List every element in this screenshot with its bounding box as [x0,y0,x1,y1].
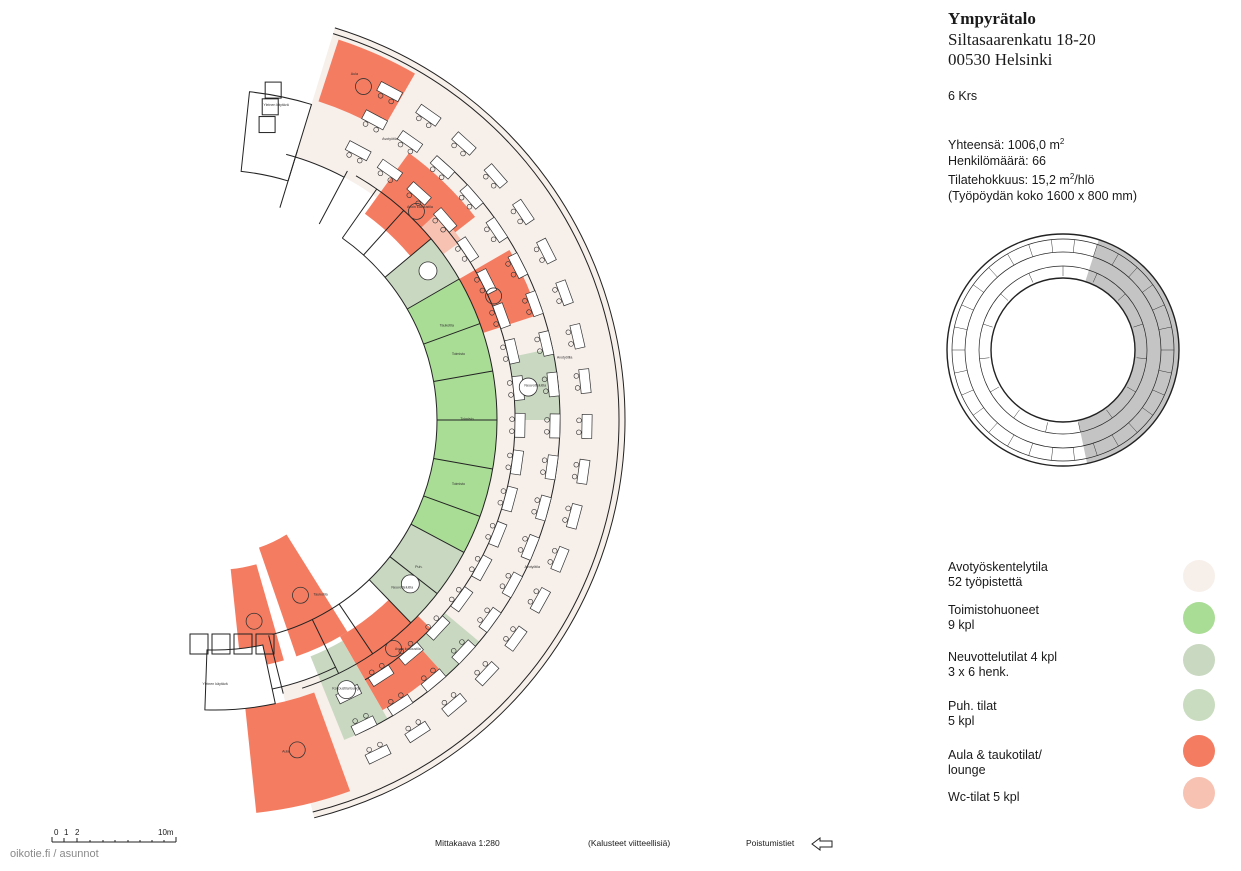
building-name: Ympyrätalo [948,9,1036,28]
room-label: Neuvottelutila [391,585,414,590]
key-plan-tick [1001,294,1008,301]
room-label: Aula [350,72,358,77]
street-address: Siltasaarenkatu 18-20 [948,30,1096,49]
room-label: Kokoustila/lounge [332,686,361,691]
key-plan-tick [973,285,984,293]
room-label: Yleinen käytävä [202,682,228,686]
key-plan-tick [1029,273,1033,282]
room-label: Taukotila [439,323,454,328]
legend-swatch-meeting [1183,644,1215,676]
room-label: Avotyötila [524,564,540,569]
key-plan-tick [1051,447,1052,460]
key-plan-tick [1073,240,1074,253]
legend-item-lounge: Aula & taukotilat/ lounge [948,748,1042,777]
scale-tick-2: 2 [75,828,80,837]
key-plan-tick [1051,240,1052,253]
legend-swatch-offices [1183,602,1215,634]
city-address: 00530 Helsinki [948,50,1053,69]
key-plan-tick [973,408,984,416]
legend-item-phone: Puh. tilat 5 kpl [948,699,997,728]
desk-top [579,369,591,394]
room-label: Yleinen käytävä [263,102,289,107]
elevator-icon [190,634,208,654]
meeting-table [401,575,419,593]
key-plan-tick [989,423,998,433]
key-plan-highlight [1078,240,1179,464]
key-plan-tick [1029,443,1033,455]
scale-tick-1: 1 [64,828,69,837]
watermark: oikotie.fi / asunnot [10,848,99,860]
exit-label: Poistumistiet [746,838,795,848]
scale-tick-0: 0 [54,828,59,837]
space-efficiency: Tilatehokkuus: 15,2 $m^2$/hlö [948,172,1095,188]
key-plan-tick [1014,410,1020,418]
key-plan-tick [1029,244,1033,256]
key-plan-tick [1073,447,1074,460]
desk-top [515,413,525,437]
desk-top [582,414,592,438]
meeting-table [419,262,437,280]
key-plan-tick [989,268,998,278]
key-plan [947,234,1179,466]
key-plan-tick [1008,254,1015,265]
legend-item-meeting: Neuvottelutilat 4 kpl 3 x 6 henk. [948,650,1058,679]
key-plan-tick [954,327,967,330]
scale-bar [52,837,176,842]
stats [948,134,1137,204]
key-plan-tick [1008,435,1015,446]
key-plan-tick [979,358,989,359]
legend-swatch-open-work [1183,560,1215,592]
exit-arrow-icon [812,838,832,850]
scale-text: Mittakaava 1:280 [435,838,500,848]
furniture-note: (Kalusteet viitteellisiä) [588,838,671,848]
key-plan-tick [990,387,999,392]
total-area: Yhteensä: 1006,0 $m^2$ [948,137,1065,153]
key-plan-tick [1046,422,1048,432]
room-label: Toimisto [451,351,466,356]
key-plan-tick [983,324,993,327]
room-label: Toimisto [451,482,466,487]
desk-size: (Työpöydän koko 1600 x 800 mm) [948,189,1137,204]
wall-radial [319,171,347,224]
key-plan-ring [991,278,1135,422]
desk-top [547,372,559,397]
room-label: Aula [282,749,290,754]
legend-swatch-lounge [1183,735,1215,767]
legend-item-wc: Wc-tilat 5 kpl [948,790,1020,804]
desk-top [550,414,560,438]
legend-swatch-phone [1183,689,1215,721]
legend-item-offices: Toimistohuoneet 9 kpl [948,603,1040,632]
scale-tick-10m: 10m [158,828,174,837]
key-plan-tick [954,370,967,373]
room-label: Neuvottelutila [524,383,547,388]
room-label: Toimisto [460,417,474,421]
room-label: Avotyötila [556,355,573,360]
room-label: Taukotila [313,592,328,597]
room-label: Avoin kokoustila [394,646,421,651]
floor-number: 6 Krs [948,89,978,103]
room-label: Avoin kokoustila [406,204,433,209]
legend-swatch-wc [1183,777,1215,809]
key-plan-tick [962,305,974,310]
key-plan-tick [962,390,974,395]
stair-core-bottom [205,645,275,710]
room-label: Avotyötila [382,137,398,142]
header [948,8,1228,70]
room-label: Puh. [415,565,423,570]
legend-item-open-work: Avotyöskentelytila 52 työpistettä [948,560,1048,589]
person-count: Henkilömäärä: 66 [948,154,1046,169]
